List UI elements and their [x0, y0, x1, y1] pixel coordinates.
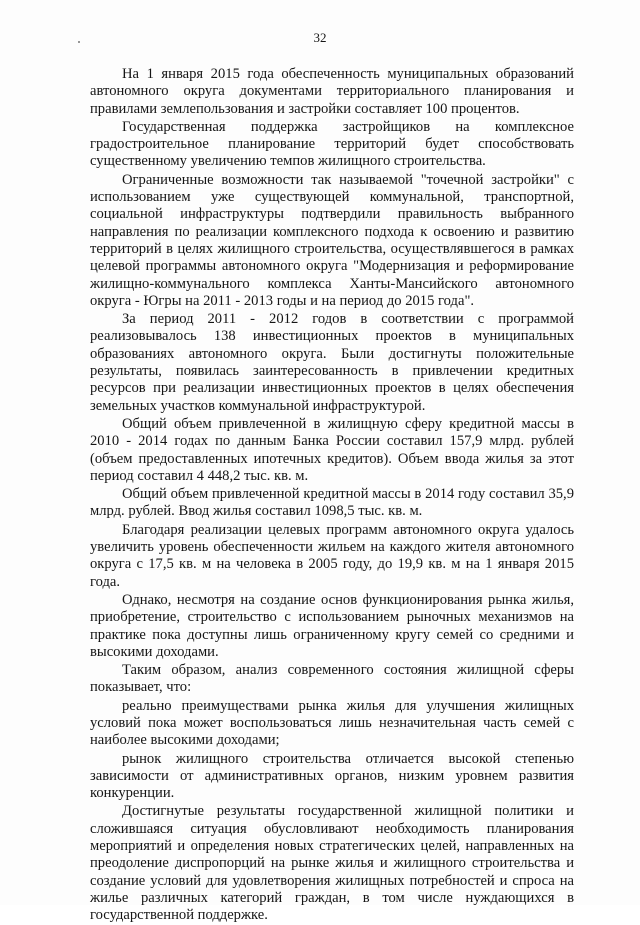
paragraph: Однако, несмотря на создание основ функционирования рынка жилья, приобретение, строительство с использованием рыночных механизмов на практике пока доступны лишь ограниченному кругу семей со средними и высокими доходами. — [90, 591, 574, 660]
paragraph: За период 2011 - 2012 годов в соответствии с программой реализовывалось 138 инвестиционных проектов в муниципальных образованиях автономного округа. Были достигнуты положительные результаты, появилась заинтересованность в привлечении кредитных ресурсов при реализации инвестиционных проектов в целях обеспечения земельных участков коммунальной инфраструктурой. — [90, 311, 574, 414]
paragraph: На 1 января 2015 года обеспеченность муниципальных образований автономного округа документами территориального планирования и правилами землепользования и застройки составляет 100 процентов. — [90, 66, 574, 117]
paragraph: Ограниченные возможности так называемой "точечной застройки" с использованием уже существующей коммунальной, транспортной, социальной инфраструктуры подтвердили правильность выбранного направления по реализации комплексного подхода к освоению и развитию территорий в целях жилищного строительства, осуществлявшегося в рамках целевой программы автономного округа "Модернизация и реформирование жилищно-коммунального комплекса Ханты-Мансийского автономного округа - Югры на 2011 - 2013 годы и на период до 2015 года". — [90, 171, 574, 309]
paragraph: Общий объем привлеченной в жилищную сферу кредитной массы в 2010 - 2014 годах по данным Банка России составил 157,9 млрд. рублей (объем предоставленных ипотечных кредитов). Объем ввода жилья за этот период составил 4 448,2 тыс. кв. м. — [90, 415, 574, 484]
list-item: рынок жилищного строительства отличается высокой степенью зависимости от административных органов, низким уровнем развития конкуренции. — [90, 750, 574, 802]
document-body — [90, 66, 574, 925]
paragraph: Достигнутые результаты государственной жилищной политики и сложившаяся ситуация обусловливают необходимость планирования мероприятий и определения новых стратегических целей, направленных на преодоление диспропорций на рынке жилья и жилищного строительства и создание условий для удовлетворения жилищных потребностей и спроса на жилье различных категорий граждан, в том числе нуждающихся в государственной поддержке. — [90, 803, 574, 924]
paragraph: Государственная поддержка застройщиков на комплексное градостроительное планирование территорий будет способствовать существенному увеличению темпов жилищного строительства. — [90, 118, 574, 170]
page-number: 32 — [313, 30, 327, 45]
scan-speck — [78, 41, 80, 43]
paragraph: Благодаря реализации целевых программ автономного округа удалось увеличить уровень обеспеченности жильем на каждого жителя автономного округа с 17,5 кв. м на человека в 2005 году, до 19,9 кв. м на 1 января 2015 года. — [90, 521, 574, 590]
paragraph: Таким образом, анализ современного состояния жилищной сферы показывает, что: — [90, 662, 574, 696]
paragraph: Общий объем привлеченной кредитной массы в 2014 году составил 35,9 млрд. рублей. Ввод жилья составил 1098,5 тыс. кв. м. — [90, 486, 574, 520]
list-item: реально преимуществами рынка жилья для улучшения жилищных условий пока может воспользоваться лишь незначительная часть семей с наиболее высокими доходами; — [90, 697, 574, 749]
